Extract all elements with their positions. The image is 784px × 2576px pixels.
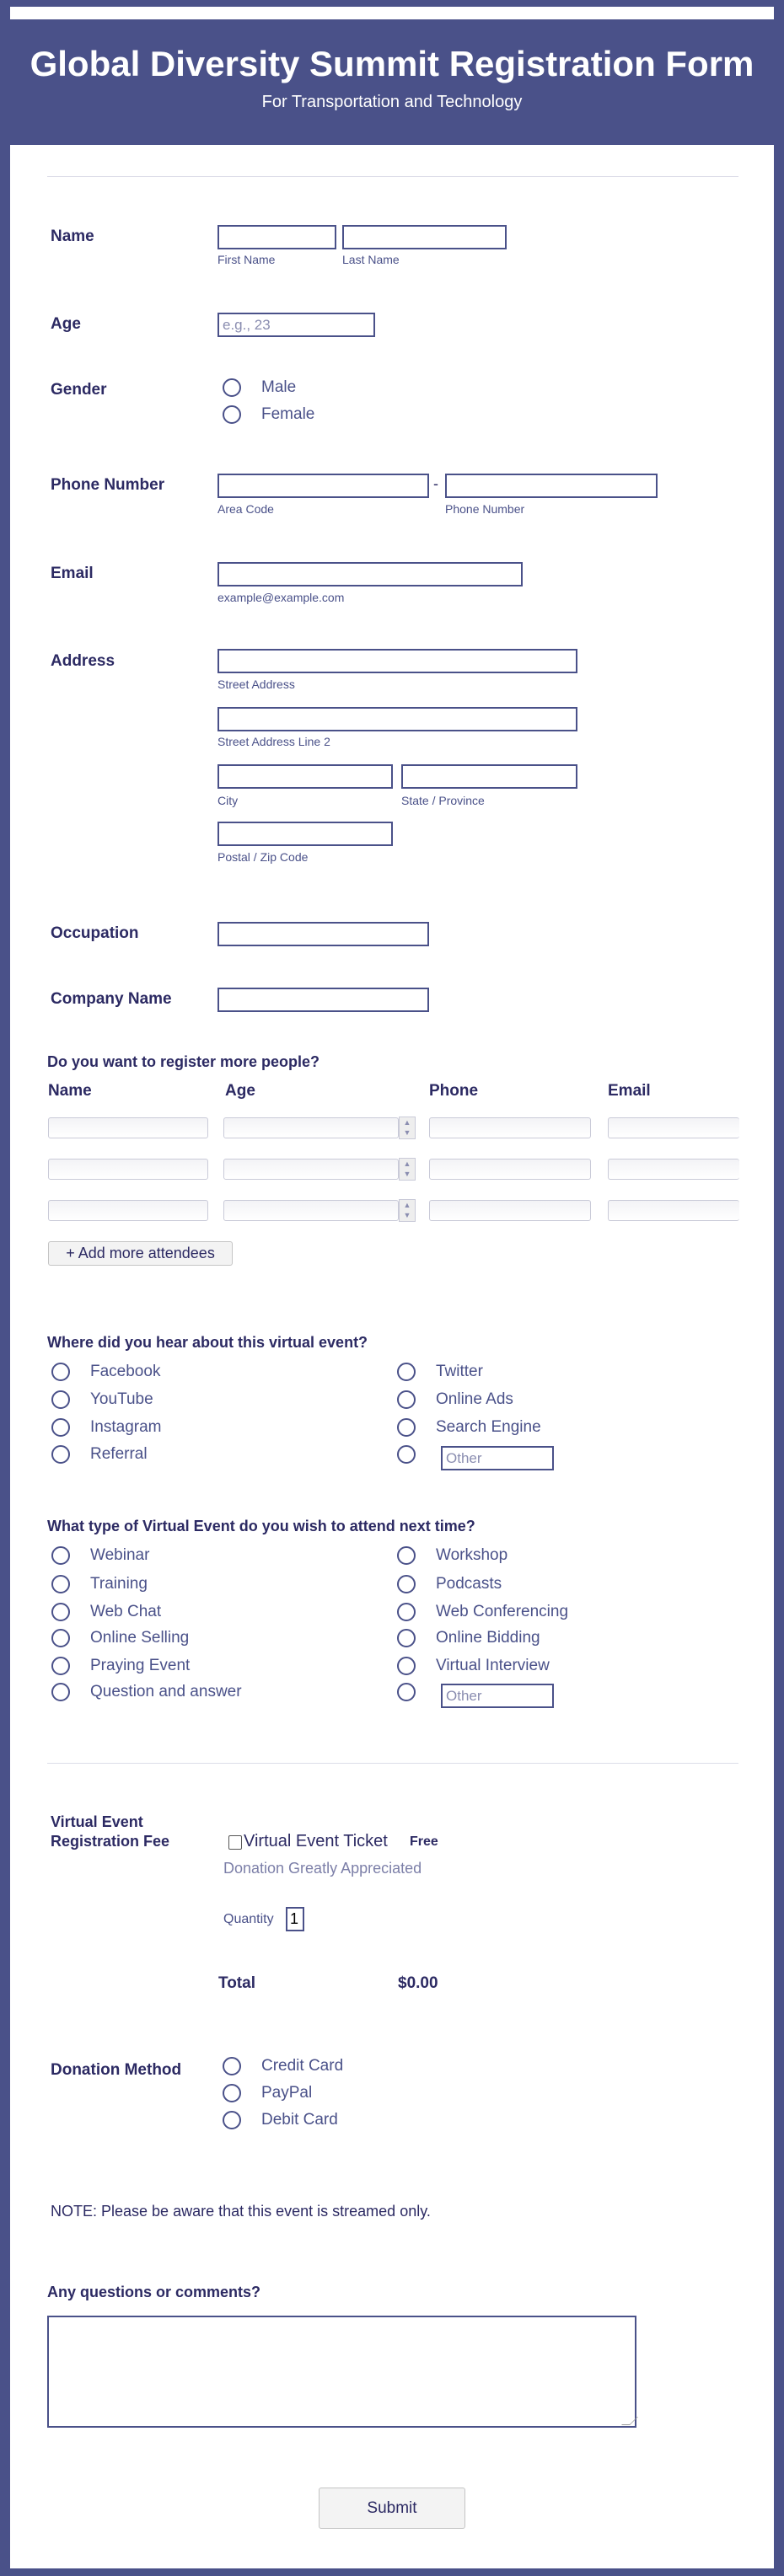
- quantity-input[interactable]: 1: [286, 1907, 304, 1931]
- event-type-question: What type of Virtual Event do you wish to attend next time?: [47, 1518, 475, 1534]
- hear-option-label: YouTube: [90, 1390, 153, 1408]
- spinner-down-icon[interactable]: ▼: [403, 1170, 411, 1178]
- form-title: Global Diversity Summit Registration Form: [30, 44, 754, 83]
- event-type-radio[interactable]: [397, 1629, 416, 1647]
- area-code-input[interactable]: [217, 474, 429, 498]
- phone-number-input[interactable]: [445, 474, 658, 498]
- event-type-other-input[interactable]: Other: [441, 1684, 554, 1708]
- gender-male-label: Male: [261, 378, 297, 396]
- hear-option-label: Instagram: [90, 1418, 162, 1436]
- email-label: Email: [51, 565, 94, 582]
- col-email: Email: [608, 1082, 651, 1100]
- company-input[interactable]: [217, 988, 429, 1012]
- event-type-radio[interactable]: [397, 1575, 416, 1593]
- last-name-input[interactable]: [342, 225, 507, 249]
- spinner-up-icon[interactable]: ▲: [403, 1201, 411, 1209]
- event-type-option-label: Podcasts: [436, 1575, 502, 1593]
- email-sublabel: example@example.com: [217, 591, 345, 604]
- hear-radio[interactable]: [51, 1390, 70, 1409]
- attendee-name-input[interactable]: [48, 1117, 208, 1138]
- hear-radio[interactable]: [397, 1363, 416, 1381]
- hear-option-label: Twitter: [436, 1363, 483, 1380]
- attendee-phone-input[interactable]: [429, 1117, 591, 1138]
- hear-radio[interactable]: [51, 1418, 70, 1437]
- attendee-email-input[interactable]: [608, 1200, 739, 1221]
- spinner-down-icon[interactable]: ▼: [403, 1128, 411, 1137]
- col-name: Name: [48, 1082, 92, 1100]
- event-type-other-radio[interactable]: [397, 1683, 416, 1701]
- attendee-name-input[interactable]: [48, 1159, 208, 1180]
- name-label: Name: [51, 228, 94, 245]
- company-label: Company Name: [51, 990, 172, 1008]
- comments-textarea[interactable]: [47, 2316, 636, 2428]
- age-label: Age: [51, 315, 81, 333]
- donation-radio[interactable]: [223, 2057, 241, 2075]
- total-value: $0.00: [398, 1974, 438, 1992]
- hear-other-input[interactable]: Other: [441, 1446, 554, 1470]
- divider: [47, 1763, 738, 1764]
- street-address-2-input[interactable]: [217, 707, 577, 731]
- attendees-question: Do you want to register more people?: [47, 1053, 320, 1070]
- gender-label: Gender: [51, 381, 107, 399]
- submit-button[interactable]: Submit: [319, 2488, 465, 2529]
- donation-option-label: Debit Card: [261, 2111, 338, 2129]
- spinner-up-icon[interactable]: ▲: [403, 1118, 411, 1127]
- occupation-input[interactable]: [217, 922, 429, 946]
- attendee-email-input[interactable]: [608, 1117, 739, 1138]
- ticket-name: Virtual Event Ticket: [244, 1832, 388, 1850]
- state-sublabel: State / Province: [401, 794, 485, 807]
- attendee-age-input[interactable]: [223, 1200, 399, 1221]
- donation-radio[interactable]: [223, 2111, 241, 2129]
- city-input[interactable]: [217, 764, 393, 789]
- gender-female-radio[interactable]: [223, 405, 241, 424]
- donation-option-label: PayPal: [261, 2084, 313, 2102]
- donation-radio[interactable]: [223, 2084, 241, 2102]
- hear-radio[interactable]: [397, 1418, 416, 1437]
- ticket-description: Donation Greatly Appreciated: [223, 1860, 422, 1877]
- event-type-radio[interactable]: [51, 1575, 70, 1593]
- event-type-radio[interactable]: [397, 1603, 416, 1621]
- fee-label: [51, 1813, 169, 1851]
- attendee-age-input[interactable]: [223, 1117, 399, 1138]
- form-subtitle: For Transportation and Technology: [261, 93, 523, 111]
- attendee-age-spinner[interactable]: [399, 1117, 416, 1139]
- address-label: Address: [51, 652, 115, 670]
- state-input[interactable]: [401, 764, 577, 789]
- occupation-label: Occupation: [51, 924, 139, 942]
- event-type-option-label: Online Selling: [90, 1629, 190, 1647]
- attendee-age-spinner[interactable]: [399, 1199, 416, 1222]
- first-name-sublabel: First Name: [217, 253, 276, 266]
- postal-input[interactable]: [217, 822, 393, 846]
- phone-separator: -: [433, 475, 438, 492]
- event-type-option-label: Praying Event: [90, 1657, 191, 1674]
- street-address-input[interactable]: [217, 649, 577, 673]
- note-text: NOTE: Please be aware that this event is streamed only.: [51, 2203, 431, 2220]
- age-input[interactable]: e.g., 23: [217, 313, 375, 337]
- event-type-radio[interactable]: [397, 1546, 416, 1565]
- event-type-radio[interactable]: [51, 1683, 70, 1701]
- first-name-input[interactable]: [217, 225, 336, 249]
- event-type-option-label: Online Bidding: [436, 1629, 540, 1647]
- email-input[interactable]: [217, 562, 523, 586]
- event-type-option-label: Training: [90, 1575, 148, 1593]
- street-address-sublabel: Street Address: [217, 677, 295, 691]
- hear-radio[interactable]: [397, 1390, 416, 1409]
- event-type-radio[interactable]: [51, 1629, 70, 1647]
- hear-question: Where did you hear about this virtual event?: [47, 1334, 368, 1351]
- postal-sublabel: Postal / Zip Code: [217, 850, 309, 864]
- ticket-checkbox[interactable]: [228, 1835, 242, 1850]
- attendee-age-spinner[interactable]: [399, 1158, 416, 1181]
- event-type-option-label: Web Chat: [90, 1603, 162, 1620]
- fee-label-line1: Virtual Event: [51, 1813, 143, 1830]
- hear-other-radio[interactable]: [397, 1445, 416, 1464]
- last-name-sublabel: Last Name: [342, 253, 400, 266]
- divider: [47, 176, 738, 177]
- spinner-down-icon[interactable]: ▼: [403, 1211, 411, 1219]
- donation-label: Donation Method: [51, 2061, 182, 2079]
- attendee-name-input[interactable]: [48, 1200, 208, 1221]
- hear-option-label: Referral: [90, 1445, 148, 1463]
- gender-female-label: Female: [261, 405, 315, 423]
- event-type-radio[interactable]: [51, 1546, 70, 1565]
- event-type-option-label: Question and answer: [90, 1683, 242, 1700]
- col-age: Age: [225, 1082, 255, 1100]
- event-type-radio[interactable]: [51, 1603, 70, 1621]
- area-code-sublabel: Area Code: [217, 502, 274, 516]
- hear-option-label: Search Engine: [436, 1418, 541, 1436]
- hear-radio[interactable]: [51, 1363, 70, 1381]
- fee-label-line2: Registration Fee: [51, 1833, 170, 1850]
- total-label: Total: [218, 1974, 255, 1992]
- event-type-radio[interactable]: [51, 1657, 70, 1675]
- quantity-label: Quantity: [223, 1912, 274, 1926]
- col-phone: Phone: [429, 1082, 479, 1100]
- phone-label: Phone Number: [51, 476, 165, 494]
- event-type-option-label: Webinar: [90, 1546, 150, 1564]
- gender-male-radio[interactable]: [223, 378, 241, 397]
- add-attendees-button[interactable]: + Add more attendees: [48, 1241, 233, 1266]
- comments-label: Any questions or comments?: [47, 2284, 261, 2300]
- hear-option-label: Online Ads: [436, 1390, 513, 1408]
- ticket-price: Free: [410, 1834, 438, 1849]
- attendee-email-input[interactable]: [608, 1159, 739, 1180]
- form-card: [10, 7, 774, 2568]
- city-sublabel: City: [217, 794, 239, 807]
- event-type-option-label: Workshop: [436, 1546, 508, 1564]
- hear-option-label: Facebook: [90, 1363, 161, 1380]
- hear-radio[interactable]: [51, 1445, 70, 1464]
- street-address-2-sublabel: Street Address Line 2: [217, 735, 330, 748]
- spinner-up-icon[interactable]: ▲: [403, 1159, 411, 1168]
- event-type-radio[interactable]: [397, 1657, 416, 1675]
- attendee-age-input[interactable]: [223, 1159, 399, 1180]
- phone-number-sublabel: Phone Number: [445, 502, 525, 516]
- attendee-phone-input[interactable]: [429, 1159, 591, 1180]
- event-type-option-label: Virtual Interview: [436, 1657, 550, 1674]
- donation-option-label: Credit Card: [261, 2057, 344, 2075]
- attendee-phone-input[interactable]: [429, 1200, 591, 1221]
- event-type-option-label: Web Conferencing: [436, 1603, 569, 1620]
